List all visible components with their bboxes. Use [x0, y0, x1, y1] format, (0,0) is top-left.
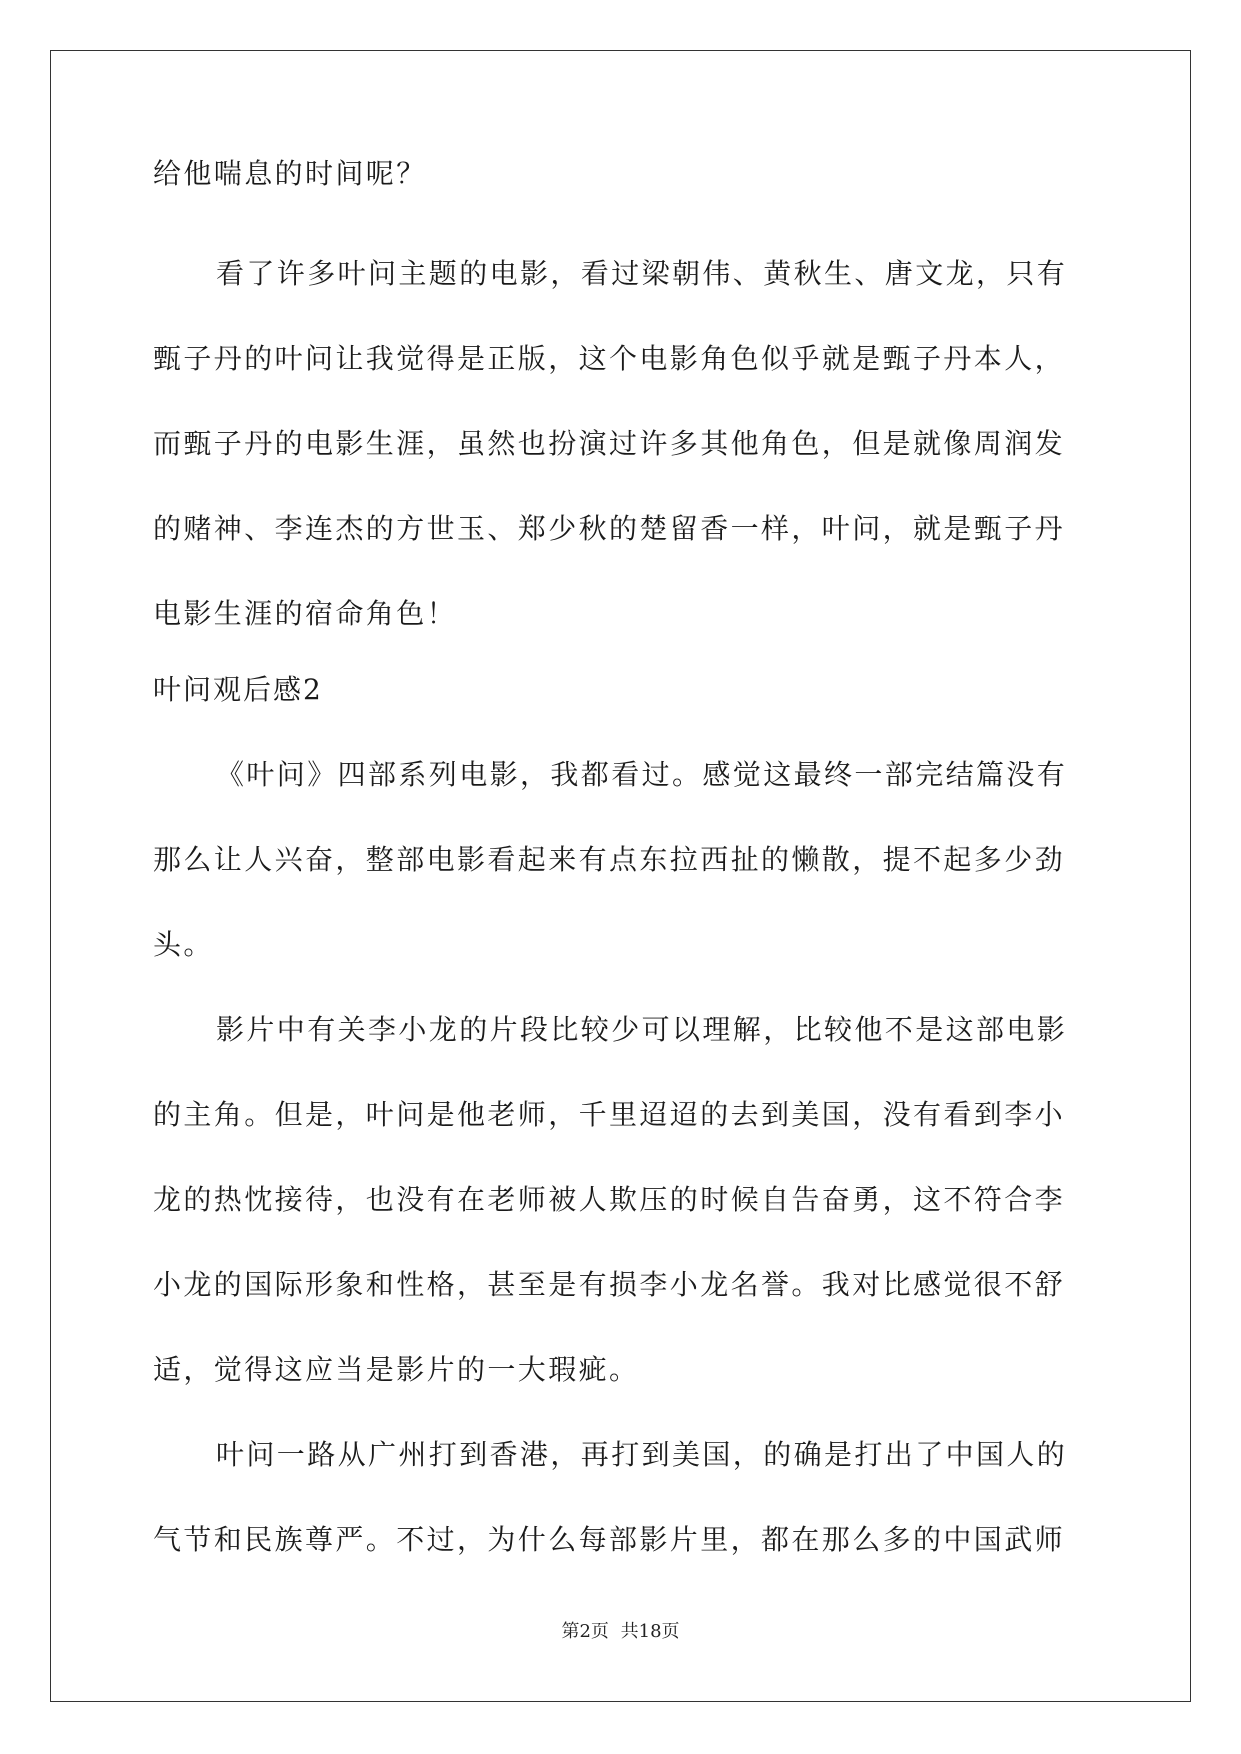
- section-heading: 叶问观后感2: [153, 673, 323, 706]
- page-number: 第2页: [561, 1621, 609, 1642]
- text-line: 甄子丹的叶问让我觉得是正版，这个电影角色似乎就是甄子丹本人，: [153, 342, 1066, 375]
- text-line: 头。: [153, 928, 214, 961]
- text-line: 电影生涯的宿命角色！: [153, 597, 458, 630]
- text-line: 适，觉得这应当是影片的一大瑕疵。: [153, 1353, 640, 1386]
- text-line: 给他喘息的时间呢？: [153, 157, 427, 190]
- text-line: 小龙的国际形象和性格，甚至是有损李小龙名誉。我对比感觉很不舒: [153, 1268, 1066, 1301]
- text-line: 的赌神、李连杰的方世玉、郑少秋的楚留香一样，叶问，就是甄子丹: [153, 512, 1066, 545]
- text-line: 那么让人兴奋，整部电影看起来有点东拉西扯的懒散，提不起多少劲: [153, 843, 1066, 876]
- text-line: 而甄子丹的电影生涯，虽然也扮演过许多其他角色，但是就像周润发: [153, 427, 1066, 460]
- paragraph-start-line: 叶问一路从广州打到香港，再打到美国，的确是打出了中国人的: [216, 1438, 1068, 1471]
- paragraph-start-line: 《叶问》四部系列电影，我都看过。感觉这最终一部完结篇没有: [216, 758, 1068, 791]
- paragraph-start-line: 看了许多叶问主题的电影，看过梁朝伟、黄秋生、唐文龙，只有: [216, 257, 1068, 290]
- page-footer: [0, 1620, 1241, 1644]
- text-line: 气节和民族尊严。不过，为什么每部影片里，都在那么多的中国武师: [153, 1523, 1066, 1556]
- page-total: 共18页: [620, 1621, 680, 1642]
- text-line: 龙的热忱接待，也没有在老师被人欺压的时候自告奋勇，这不符合李: [153, 1183, 1066, 1216]
- text-line: 的主角。但是，叶问是他老师，千里迢迢的去到美国，没有看到李小: [153, 1098, 1066, 1131]
- paragraph-start-line: 影片中有关李小龙的片段比较少可以理解，比较他不是这部电影: [216, 1013, 1068, 1046]
